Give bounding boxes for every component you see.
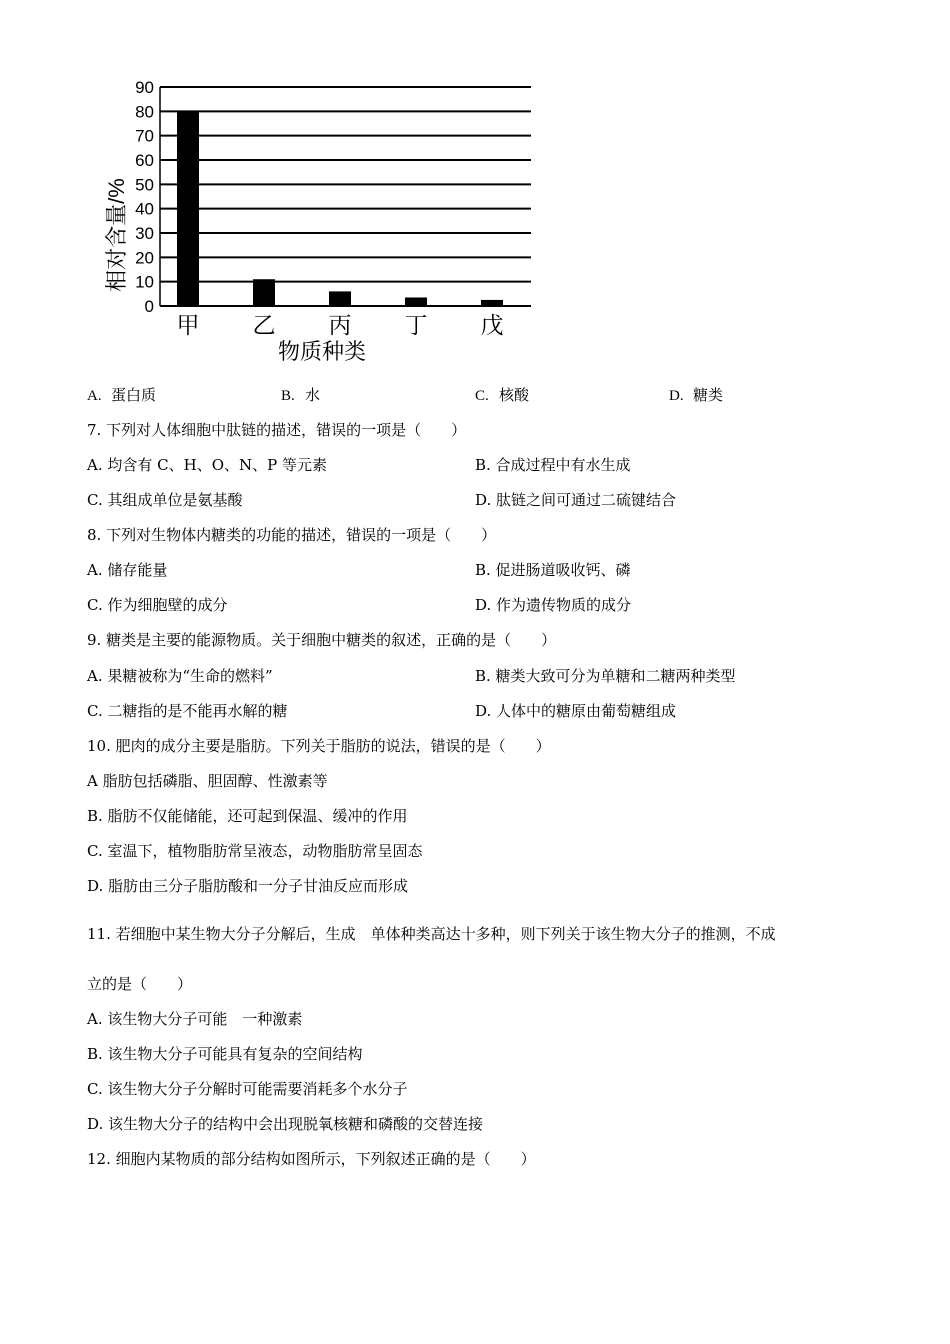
y-tick-label: 50 <box>135 175 154 195</box>
q7-option-c: C. 其组成单位是氨基酸 <box>87 491 243 509</box>
bar-3 <box>405 297 427 306</box>
q11-option-b: B. 该生物大分子可能具有复杂的空间结构 <box>87 1045 363 1063</box>
q11-stem-line1: 11. 若细胞中某生物大分子分解后，生成 单体种类高达十多种，则下列关于该生物大分子的推测，不成 <box>87 925 776 943</box>
y-tick-label: 40 <box>135 199 154 219</box>
q10-option-b: B. 脂肪不仅能储能，还可起到保温、缓冲的作用 <box>87 807 408 825</box>
y-tick-label: 10 <box>135 272 154 292</box>
q8-stem: 8. 下列对生物体内糖类的功能的描述，错误的一项是（ ） <box>87 526 497 544</box>
q6-option-c: C. 核酸 <box>475 386 530 404</box>
q6-option-a: A. 蛋白质 <box>87 386 157 404</box>
x-category-label: 戊 <box>480 312 504 338</box>
q7-stem: 7. 下列对人体细胞中肽链的描述，错误的一项是（ ） <box>87 421 467 439</box>
q6-option-d: D. 糖类 <box>669 386 724 404</box>
bar-0 <box>177 111 199 306</box>
x-axis-label: 物质种类 <box>277 339 367 364</box>
q10-option-c: C. 室温下，植物脂肪常呈液态，动物脂肪常呈固态 <box>87 842 423 860</box>
q7-option-b: B. 合成过程中有水生成 <box>475 456 631 474</box>
q7-option-d: D. 肽链之间可通过二硫键结合 <box>475 491 677 509</box>
q9-option-c: C. 二糖指的是不能再水解的糖 <box>87 702 288 720</box>
y-tick-label: 60 <box>135 151 154 170</box>
bar-chart <box>95 70 545 374</box>
q9-option-b: B. 糖类大致可分为单糖和二糖两种类型 <box>475 667 736 685</box>
q10-option-d: D. 脂肪由三分子脂肪酸和一分子甘油反应而形成 <box>87 877 409 895</box>
q9-option-d: D. 人体中的糖原由葡萄糖组成 <box>475 702 677 720</box>
bar-1 <box>253 279 275 306</box>
q10-stem: 10. 肥肉的成分主要是脂肪。下列关于脂肪的说法，错误的是（ ） <box>87 737 551 755</box>
x-category-label: 甲 <box>176 312 200 338</box>
q11-option-c: C. 该生物大分子分解时可能需要消耗多个水分子 <box>87 1080 408 1098</box>
q11-option-d: D. 该生物大分子的结构中会出现脱氧核糖和磷酸的交替连接 <box>87 1115 484 1133</box>
y-tick-label: 90 <box>135 78 154 97</box>
q7-option-a: A. 均含有 C、H、O、N、P 等元素 <box>87 456 327 474</box>
y-tick-label: 70 <box>135 126 154 146</box>
x-category-label: 乙 <box>252 312 276 338</box>
y-tick-label: 30 <box>135 224 154 243</box>
q9-option-a: A. 果糖被称为“生命的燃料” <box>87 667 273 685</box>
q8-option-a: A. 储存能量 <box>87 561 168 579</box>
q11-option-a: A. 该生物大分子可能 一种激素 <box>87 1010 303 1028</box>
bar-4 <box>481 300 503 306</box>
y-tick-label: 0 <box>144 297 154 316</box>
y-tick-label: 20 <box>135 248 154 268</box>
x-category-label: 丙 <box>328 312 352 338</box>
q8-option-c: C. 作为细胞壁的成分 <box>87 596 228 614</box>
q8-option-d: D. 作为遗传物质的成分 <box>475 596 632 614</box>
q10-option-a: A 脂肪包括磷脂、胆固醇、性激素等 <box>87 772 328 790</box>
y-tick-label: 80 <box>135 102 154 122</box>
bar-2 <box>329 291 351 306</box>
q12-stem: 12. 细胞内某物质的部分结构如图所示，下列叙述正确的是（ ） <box>87 1150 536 1168</box>
q8-option-b: B. 促进肠道吸收钙、磷 <box>475 561 631 579</box>
chart-svg <box>95 70 545 370</box>
q11-stem-line2: 立的是（ ） <box>87 975 193 993</box>
q6-option-b: B. 水 <box>281 386 321 404</box>
x-category-label: 丁 <box>404 312 428 338</box>
q9-stem: 9. 糖类是主要的能源物质。关于细胞中糖类的叙述，正确的是（ ） <box>87 631 557 649</box>
y-axis-label: 相对含量/% <box>104 178 129 292</box>
